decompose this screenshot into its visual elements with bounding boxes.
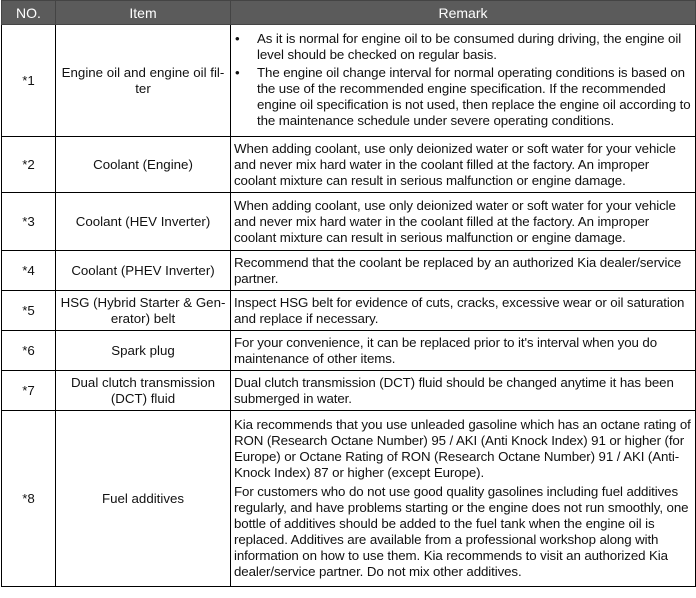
row-number: *4 bbox=[2, 251, 56, 291]
maintenance-remarks-table bbox=[1, 0, 696, 587]
row-item: Coolant (HEV Inverter) bbox=[56, 193, 231, 251]
row-number: *7 bbox=[2, 371, 56, 411]
table-row bbox=[2, 371, 696, 411]
row-item: Spark plug bbox=[56, 331, 231, 371]
row-remark: For your convenience, it can be replaced prior to it's interval when you do maintenance of other items. bbox=[231, 331, 696, 371]
row-remark bbox=[231, 411, 696, 587]
row-number: *2 bbox=[2, 137, 56, 193]
row-number: *1 bbox=[2, 25, 56, 137]
table-row bbox=[2, 193, 696, 251]
row-item: Engine oil and engine oil fil-ter bbox=[56, 25, 231, 137]
row-item: HSG (Hybrid Starter & Gen-erator) belt bbox=[56, 291, 231, 331]
table-row bbox=[2, 411, 696, 587]
row-number: *8 bbox=[2, 411, 56, 587]
row-number: *6 bbox=[2, 331, 56, 371]
table-row bbox=[2, 25, 696, 137]
header-remark: Remark bbox=[231, 1, 696, 25]
row-item: Fuel additives bbox=[56, 411, 231, 587]
row-remark bbox=[231, 25, 696, 137]
header-row bbox=[2, 1, 696, 25]
row-remark: When adding coolant, use only deionized water or soft water for your vehicle and never mix hard water in the coolant filled at the factory. An improper coolant mixture can result in serious malfunction or engine damage. bbox=[231, 137, 696, 193]
remark-bullet: • The engine oil change interval for normal operating conditions is based on the use of the recommended engine specification. If the recommended engine oil specification is not used, then replace the engine oil according to the maintenance schedule under severe operating conditions. bbox=[235, 64, 691, 128]
remark-paragraph: Kia recommends that you use unleaded gasoline which has an octane rating of RON (Research Octane Number) 95 / AKI (Anti Knock Index) 91 or higher (for Europe) or Octane Rating of RON (Research Octane Number) 91 / AKI (Anti-Knock Index) 87 or higher (except Europe). bbox=[234, 417, 691, 480]
header-no: NO. bbox=[2, 1, 56, 25]
remark-bullet: • As it is normal for engine oil to be consumed during driving, the engine oil level should be checked on regular basis. bbox=[235, 30, 682, 62]
table-row bbox=[2, 291, 696, 331]
row-item: Dual clutch transmission (DCT) fluid bbox=[56, 371, 231, 411]
row-number: *3 bbox=[2, 193, 56, 251]
row-remark: Inspect HSG belt for evidence of cuts, cracks, excessive wear or oil saturation and replace if necessary. bbox=[231, 291, 696, 331]
row-remark: When adding coolant, use only deionized water or soft water for your vehicle and never mix hard water in the coolant filled at the factory. An improper coolant mixture can result in serious malfunction or engine damage. bbox=[231, 193, 696, 251]
table-row bbox=[2, 137, 696, 193]
row-remark: Dual clutch transmission (DCT) fluid should be changed anytime it has been submerged in water. bbox=[231, 371, 696, 411]
bullet-icon: • bbox=[235, 30, 240, 46]
row-number: *5 bbox=[2, 291, 56, 331]
table-row bbox=[2, 331, 696, 371]
row-item: Coolant (PHEV Inverter) bbox=[56, 251, 231, 291]
bullet-icon: • bbox=[235, 64, 240, 80]
header-item: Item bbox=[56, 1, 231, 25]
row-remark: Recommend that the coolant be replaced by an authorized Kia dealer/service partner. bbox=[231, 251, 696, 291]
remark-paragraph: For customers who do not use good quality gasolines including fuel additives regularly, and have problems starting or the engine does not run smoothly, one bottle of additives should be added to the fuel tank when the engine oil is replaced. Additives are available from a professional workshop along with information on how to use them. Kia recommends to visit an authorized Kia dealer/service partner. Do not mix other additives. bbox=[234, 484, 689, 579]
table-row bbox=[2, 251, 696, 291]
row-item: Coolant (Engine) bbox=[56, 137, 231, 193]
